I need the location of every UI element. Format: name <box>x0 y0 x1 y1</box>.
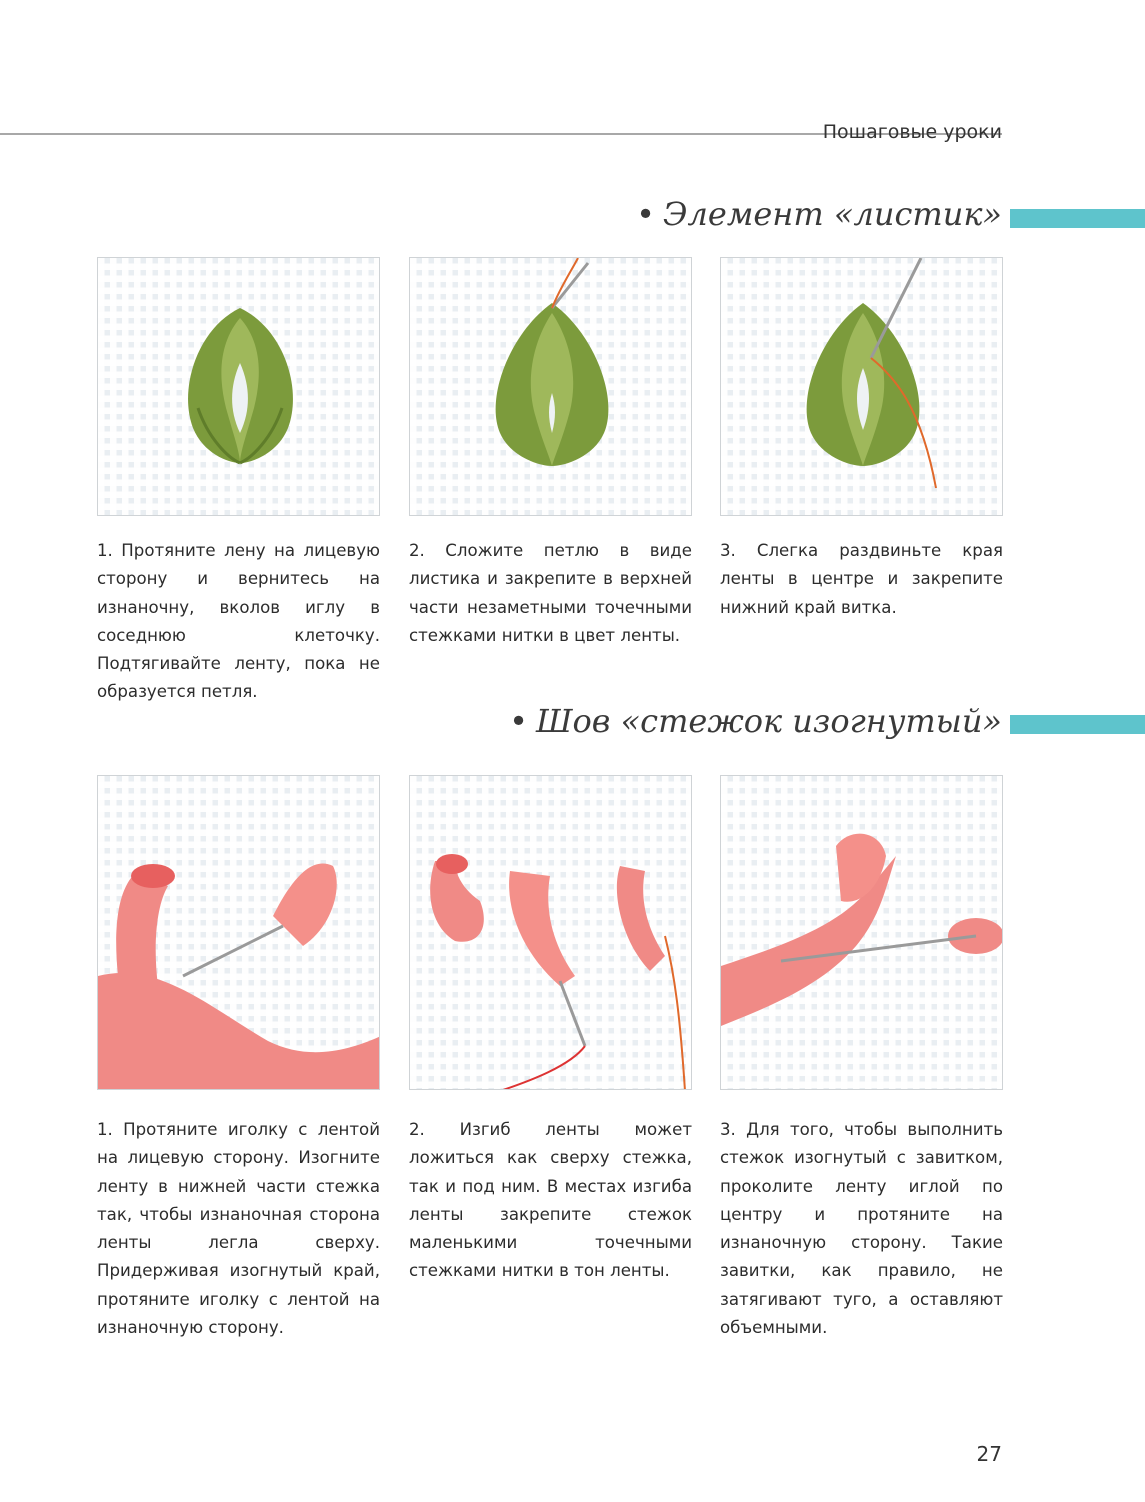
running-head: Пошаговые уроки <box>822 121 1002 143</box>
step-caption-curve-2: 2. Изгиб ленты может ложиться как сверху стежка, так и под ним. В местах изгиба ленты закрепите стежок маленькими точечными стежками нитки в тон ленты. <box>409 1120 692 1281</box>
step-caption-curve-1: 1. Протяните иголку с лентой на лицевую сторону. Изогните ленту в нижней части стежка так, чтобы изнаночная сторона ленты легла сверху. Придерживая изогнутый край, протяните иголку с лентой на изнаночную сторону. <box>97 1120 380 1338</box>
page-number: 27 <box>976 1442 1002 1466</box>
section-title-text: Шов «стежок изогнутый» <box>535 702 1002 740</box>
step-photo-curve-1 <box>97 775 380 1090</box>
section-accent-bar <box>1010 715 1145 734</box>
step-photo-leaf-2 <box>409 257 692 516</box>
step-photo-leaf-3 <box>720 257 1003 516</box>
section-title-leaf <box>636 195 1002 233</box>
bullet-icon: • <box>636 195 656 233</box>
step-photo-curve-3 <box>720 775 1003 1090</box>
step-photo-leaf-1 <box>97 257 380 516</box>
step-caption-leaf-2: 2. Сложите петлю в виде листика и закрепите в верхней части незаметными точечными стежками нитки в цвет ленты. <box>409 541 692 645</box>
step-caption-leaf-1: 1. Протяните лену на лицевую сторону и вернитесь на изнаночну, вколов иглу в соседнюю клеточку. Подтягивайте ленту, пока не образуется петля. <box>97 541 380 702</box>
section-title-curved-stitch <box>509 702 1002 740</box>
step-caption-leaf-3: 3. Слегка раздвиньте края ленты в центре и закрепите нижний край витка. <box>720 541 1003 617</box>
step-caption-curve-3: 3. Для того, чтобы выполнить стежок изогнутый с завитком, проколите ленту иглой по центру и протяните на изнаночную сторону. Такие завитки, как правило, не затягивают туго, а оставляют объемными. <box>720 1120 1003 1338</box>
section-accent-bar <box>1010 209 1145 228</box>
bullet-icon: • <box>509 702 528 740</box>
step-photo-curve-2 <box>409 775 692 1090</box>
section-title-text: Элемент «листик» <box>663 195 1002 233</box>
